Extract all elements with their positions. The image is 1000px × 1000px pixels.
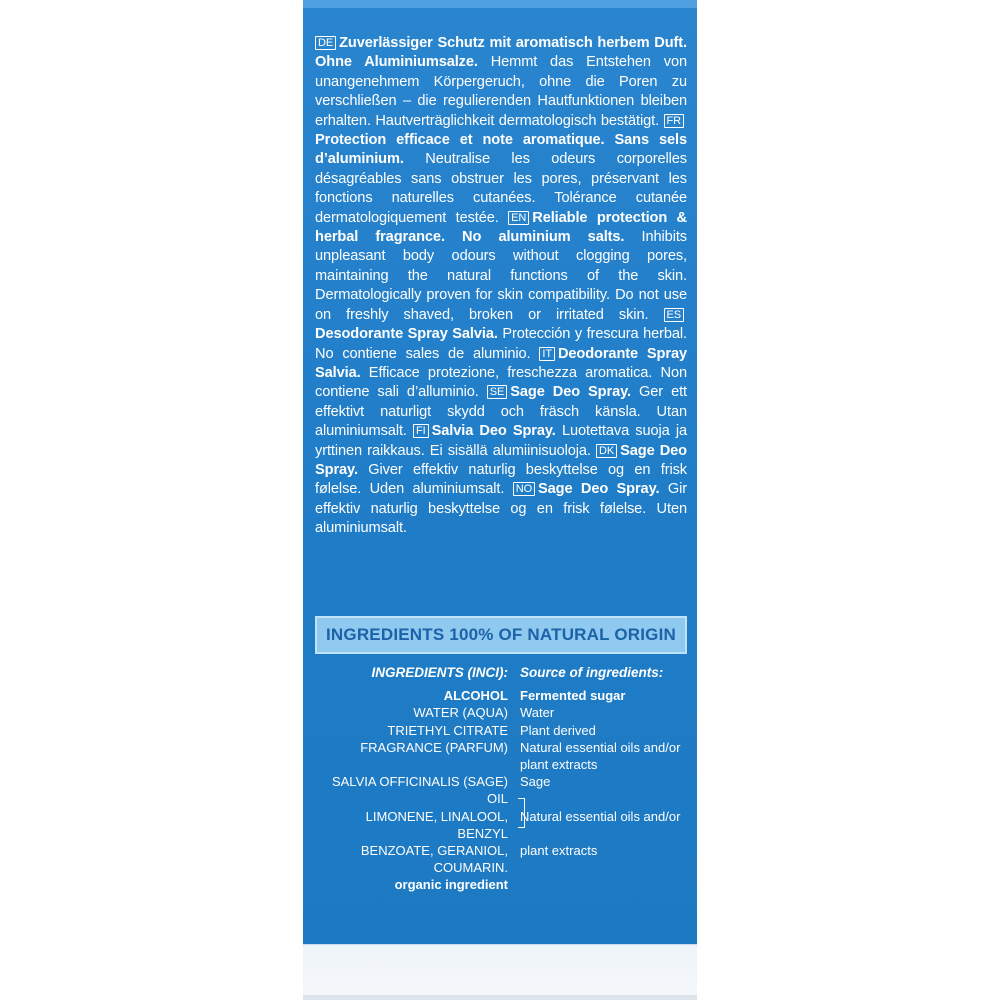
- lang-tag-en: EN: [508, 211, 529, 225]
- box-top-edge: [303, 0, 697, 8]
- inci-header: INGREDIENTS (INCI):: [371, 665, 508, 680]
- ingredient-source: Natural essential oils and/or: [520, 808, 681, 824]
- dk-headline: Sage Deo Spray.: [315, 442, 687, 478]
- ingredient-source: plant extracts: [520, 757, 598, 773]
- ingredient-name: TRIETHYL CITRATE: [387, 722, 508, 738]
- ingredient-source: Natural essential oils and/or: [520, 739, 681, 755]
- ingredient-source: Water: [520, 705, 555, 721]
- ingredient-row: [315, 722, 695, 739]
- lang-tag-dk: DK: [596, 444, 617, 458]
- fi-headline: Salvia Deo Spray.: [431, 423, 556, 440]
- de-headline: Zuverlässiger Schutz mit aromatisch herbem Duft. Ohne Aluminiumsalze.: [315, 35, 687, 71]
- ingredient-row: [315, 808, 695, 842]
- ingredient-row: [315, 687, 695, 704]
- ingredients-banner-label: INGREDIENTS 100% OF NATURAL ORIGIN: [326, 625, 676, 644]
- box-bottom-shadow: [303, 995, 697, 1000]
- source-header: Source of ingredients:: [520, 665, 664, 680]
- fi-text: Luotettava suoja ja yrttinen raikkaus. Ei sisällä alumiinisuoloja.: [315, 423, 687, 459]
- lang-tag-fi: FI: [413, 424, 429, 438]
- lang-tag-it: IT: [539, 347, 555, 361]
- ingredient-name: FRAGRANCE (PARFUM): [360, 739, 508, 755]
- ingredient-name: WATER (AQUA): [413, 705, 508, 721]
- ingredient-name: [315, 756, 520, 773]
- en-headline: Reliable protection & herbal fragrance. No aluminium salts.: [315, 209, 687, 246]
- grouping-bracket: [518, 798, 525, 828]
- organic-footnote: organic ingredient: [394, 877, 508, 893]
- ingredient-row: [315, 773, 695, 807]
- ingredients-banner: [315, 616, 687, 654]
- lang-tag-fr: FR: [664, 114, 684, 128]
- fr-text: Neutralise les odeurs corporelles désagréables sans obstruer les pores, préservant les fonctions naturelles cutanées. Tolérance cutanée dermatologiquement testée.: [315, 151, 687, 226]
- se-text: Ger ett effektivt naturligt skydd och fräsch känsla. Utan aluminiumsalt.: [315, 384, 688, 440]
- organic-footnote-row: [315, 876, 695, 893]
- se-headline: Sage Deo Spray.: [510, 384, 631, 401]
- lang-tag-de: DE: [315, 36, 336, 50]
- fr-headline: Protection efficace et note aromatique. Sans sels d’aluminium.: [315, 132, 687, 168]
- dk-text: Giver effektiv naturlig beskyttelse og en frisk følelse. Uden aluminiumsalt.: [315, 461, 687, 498]
- it-headline: Deodorante Spray Salvia.: [315, 345, 687, 381]
- lang-tag-se: SE: [487, 385, 507, 399]
- en-text: Inhibits unpleasant body odours without clogging pores, maintaining the natural functions of the skin. Dermatologically proven for skin compatibility. Do not use on freshly shaved, broken or irritated skin.: [315, 229, 687, 323]
- ingredient-name: SALVIA OFFICINALIS (SAGE) OIL: [331, 774, 508, 807]
- ingredient-row: [315, 842, 695, 876]
- box-bottom-flap: [303, 944, 697, 995]
- it-text: Efficace protezione, freschezza aromatica. Non contiene sali d’alluminio.: [315, 364, 687, 401]
- lang-tag-es: ES: [664, 308, 684, 322]
- multilingual-description: [315, 34, 687, 539]
- de-text: Hemmt das Entstehen von unangenehmem Körpergeruch, ohne die Poren zu verschließen – die regulierenden Hautfunktionen bleiben erhalten. Hautverträglichkeit dermatologisch bestätigt.: [315, 54, 688, 129]
- product-box-panel: [303, 0, 697, 995]
- ingredient-source: plant extracts: [520, 843, 598, 859]
- ingredient-row: [315, 739, 695, 756]
- ingredients-header-row: [315, 664, 695, 681]
- ingredient-row: [315, 756, 695, 773]
- lang-tag-no: NO: [513, 482, 535, 496]
- ingredient-source: Sage: [520, 774, 551, 790]
- ingredient-name: LIMONENE, LINALOOL, BENZYL: [365, 808, 508, 841]
- es-text: Protección y frescura herbal. No contiene sales de aluminio.: [315, 326, 687, 362]
- es-headline: Desodorante Spray Salvia.: [315, 326, 498, 343]
- ingredient-source: Plant derived: [520, 722, 596, 738]
- ingredient-name: BENZOATE, GERANIOL, COUMARIN.: [360, 843, 508, 876]
- ingredient-row: [315, 704, 695, 721]
- ingredient-source: Fermented sugar: [520, 688, 626, 704]
- no-text: Gir effektiv naturlig beskyttelse og en frisk følelse. Uten aluminiumsalt.: [315, 481, 687, 537]
- ingredients-table: [315, 664, 695, 894]
- no-headline: Sage Deo Spray.: [538, 481, 660, 498]
- ingredient-name: ALCOHOL: [443, 688, 508, 704]
